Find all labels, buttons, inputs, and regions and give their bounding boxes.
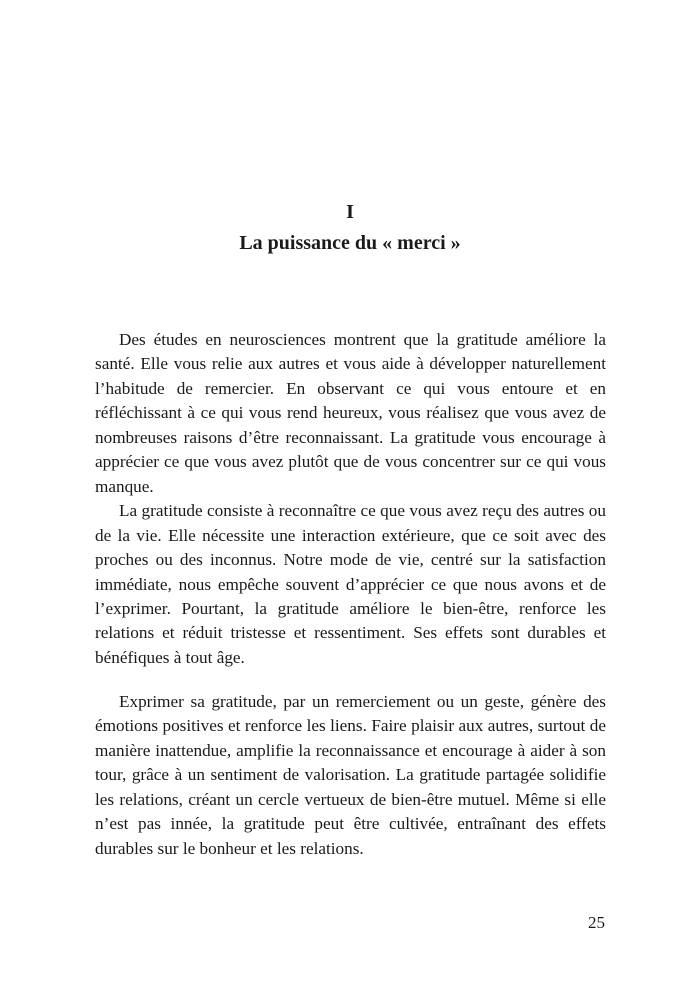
page-number: 25: [588, 913, 605, 932]
paragraph: Exprimer sa gratitude, par un remerciement ou un geste, génère des émotions positives et renforce les liens. Faire plaisir aux autres, surtout de manière inattendue, amplifie la reconnaissance et encourage à aider à son tour, grâce à un sentiment de valorisation. La gratitude partagée solidifie les relations, créant un cercle vertueux de bien-être mutuel. Même si elle n’est pas innée, la gratitude peut être cultivée, entraînant des effets durables sur le bonheur et les relations.: [95, 692, 606, 858]
chapter-number: I: [346, 201, 354, 223]
chapter-title: La puissance du « merci »: [239, 232, 461, 254]
text-block-second: [95, 690, 606, 861]
paragraph: La gratitude consiste à reconnaître ce que vous avez reçu des autres ou de la vie. Elle nécessite une interaction extérieure, que ce soit avec des proches ou des inconnus. Notre mode de vie, centré sur la satisfaction immédiate, nous empêche souvent d’apprécier ce que nous avons et de l’exprimer. Pourtant, la gratitude améliore le bien-être, renforce les relations et réduit tristesse et ressentiment. Ses effets sont durables et bénéfiques à tout âge.: [95, 501, 606, 667]
text-block-first: [95, 328, 606, 670]
paragraph: Des études en neurosciences montrent que la gratitude améliore la santé. Elle vous relie aux autres et vous aide à développer naturellement l’habitude de remercier. En observant ce qui vous entoure et en réfléchissant à ce qui vous rend heureux, vous réalisez que vous avez de nombreuses raisons d’être reconnaissant. La gratitude vous encourage à apprécier ce que vous avez plutôt que de vous concentrer sur ce qui vous manque.: [95, 330, 606, 496]
